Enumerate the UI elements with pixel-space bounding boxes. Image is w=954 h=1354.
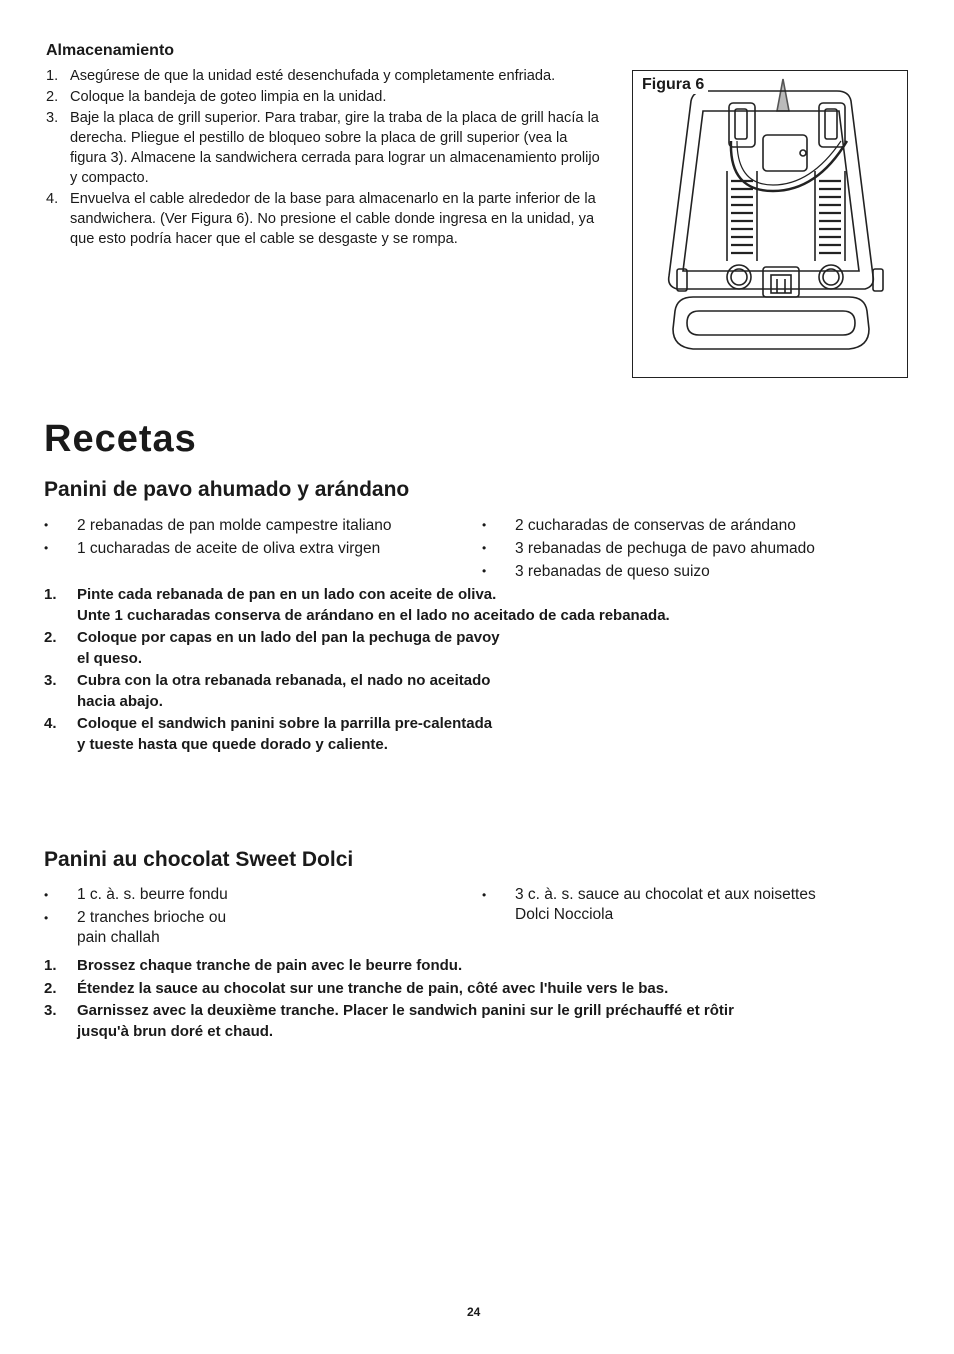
step-number: 2. — [44, 629, 57, 646]
ingredient-item — [482, 514, 922, 537]
figure-6 — [632, 70, 908, 378]
page-number: 24 — [467, 1305, 481, 1319]
ingredient-item — [44, 514, 487, 537]
ingredient-item — [482, 885, 922, 925]
recipe-steps — [44, 956, 914, 1044]
step-number: 4. — [44, 715, 57, 732]
ingredient-text: pain challah — [77, 929, 160, 946]
step-text: Baje la placa de grill superior. Para trabar, gire la traba de la placa de grill hacía la derecha. Pliegue el pestillo de bloqueo sobre la placa de grill superior (vea la figura 3). Almacene la sandwichera cerrada para lograr un almacenamiento prolijo y compacto. — [70, 110, 600, 186]
ingredient-text: Dolci Nocciola — [515, 906, 614, 923]
ingredients-right — [482, 514, 922, 583]
storage-heading: Almacenamiento — [46, 42, 175, 59]
bullet: • — [44, 888, 49, 902]
ingredient-text: 2 tranches brioche ou — [77, 909, 227, 926]
sandwich-maker-illustration — [633, 71, 908, 378]
ingredient-text: 3 c. à. s. sauce au chocolat et aux noisettes — [515, 886, 816, 903]
storage-step — [46, 189, 606, 249]
step-number: 3. — [44, 672, 57, 689]
ingredient-text: 3 rebanadas de queso suizo — [515, 563, 710, 580]
step-line: Coloque por capas en un lado del pan la pechuga de pavoy — [77, 629, 500, 646]
step-line: Garnissez avec la deuxième tranche. Placer le sandwich panini sur le grill préchauffé et rôtir — [77, 1002, 734, 1019]
figure-label: Figura 6 — [642, 76, 708, 94]
bullet: • — [482, 888, 487, 902]
ingredient-text: 2 cucharadas de conservas de arándano — [515, 517, 796, 534]
bullet: • — [482, 564, 487, 578]
recipe-step — [44, 714, 904, 755]
step-number: 3. — [44, 1002, 57, 1019]
step-number: 4. — [46, 191, 59, 207]
ingredient-item — [44, 885, 464, 905]
ingredient-item — [482, 560, 922, 583]
step-line: Unte 1 cucharadas conserva de arándano en el lado no aceitado de cada rebanada. — [77, 606, 670, 624]
bullet: • — [482, 541, 487, 555]
recipe-title: Panini de pavo ahumado y arándano — [44, 478, 410, 501]
step-number: 1. — [44, 586, 57, 603]
step-number: 1. — [46, 68, 59, 84]
ingredient-item — [44, 537, 487, 560]
ingredients-left — [44, 885, 464, 948]
step-line: el queso. — [77, 649, 143, 667]
step-text: Asegúrese de que la unidad esté desenchufada y completamente enfriada. — [70, 68, 556, 84]
bullet: • — [482, 518, 487, 532]
ingredient-text: 1 cucharadas de aceite de oliva extra virgen — [77, 540, 381, 557]
ingredient-item — [482, 537, 922, 560]
step-number: 2. — [44, 979, 57, 997]
storage-step — [46, 87, 606, 107]
section-title: Recetas — [44, 418, 197, 460]
recipe-step — [44, 979, 914, 1000]
recipe-step — [44, 1001, 914, 1042]
bullet: • — [44, 518, 49, 532]
storage-steps-list — [46, 66, 606, 250]
storage-step — [46, 108, 606, 188]
ingredient-text: 2 rebanadas de pan molde campestre italiano — [77, 517, 392, 534]
step-line: jusqu'à brun doré et chaud. — [77, 1022, 274, 1040]
ingredient-item — [44, 908, 464, 948]
ingredients-left — [44, 514, 487, 560]
step-line: Coloque el sandwich panini sobre la parrilla pre-calentada — [77, 715, 493, 732]
step-line: Pinte cada rebanada de pan en un lado con aceite de oliva. — [77, 586, 497, 603]
step-line: Étendez la sauce au chocolat sur une tranche de pain, côté avec l'huile vers le bas. — [77, 979, 669, 997]
step-text: Coloque la bandeja de goteo limpia en la unidad. — [70, 89, 387, 105]
step-line: hacia abajo. — [77, 692, 163, 710]
bullet: • — [44, 541, 49, 555]
recipe-title: Panini au chocolat Sweet Dolci — [44, 848, 354, 871]
ingredients-right — [482, 885, 922, 925]
step-line: Cubra con la otra rebanada rebanada, el nado no aceitado — [77, 672, 491, 689]
recipe-step — [44, 585, 904, 626]
recipe-step — [44, 956, 914, 977]
ingredient-text: 3 rebanadas de pechuga de pavo ahumado — [515, 540, 815, 557]
step-number: 1. — [44, 957, 57, 974]
ingredient-text: 1 c. à. s. beurre fondu — [77, 886, 228, 903]
bullet: • — [44, 911, 49, 925]
step-number: 3. — [46, 110, 59, 126]
recipe-step — [44, 628, 904, 669]
step-line: Brossez chaque tranche de pain avec le beurre fondu. — [77, 957, 463, 974]
storage-step — [46, 66, 606, 86]
step-number: 2. — [46, 89, 59, 105]
recipe-step — [44, 671, 904, 712]
recipe-steps — [44, 585, 904, 757]
step-line: y tueste hasta que quede dorado y caliente. — [77, 735, 388, 753]
step-text: Envuelva el cable alrededor de la base para almacenarlo en la parte inferior de la sandwichera. (Ver Figura 6). No presione el cable donde ingresa en la unidad, ya que esto podría hacer que el cable se desgaste y se rompa. — [70, 191, 596, 247]
